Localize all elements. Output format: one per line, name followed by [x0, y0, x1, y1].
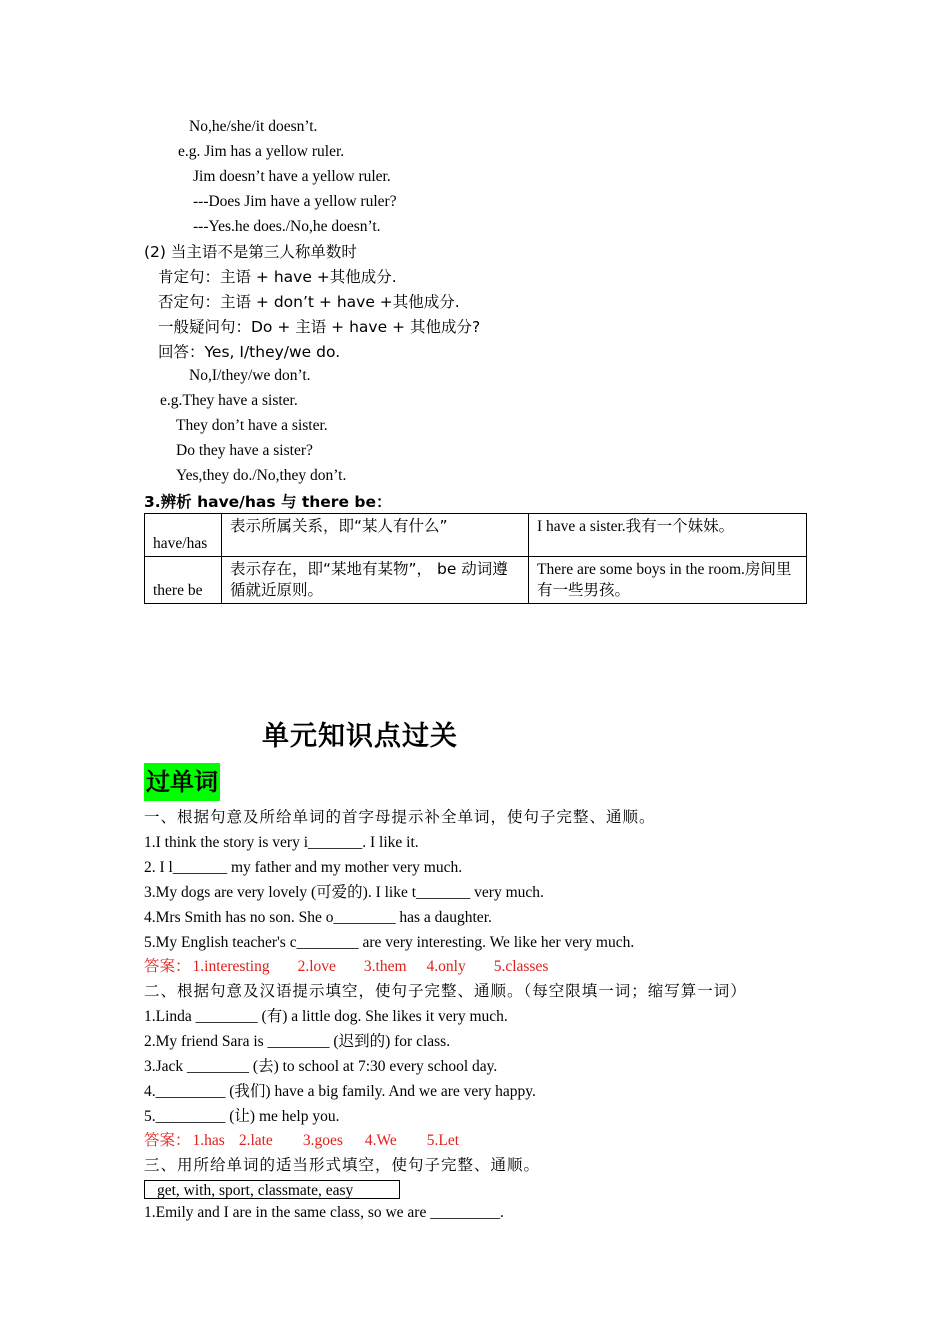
answer-item: 5.classes	[493, 958, 549, 975]
table-cell-word: there be	[145, 557, 222, 604]
exercise-item: 2.My friend Sara is ________ (迟到的) for class.	[144, 1033, 451, 1050]
answer-line	[144, 1131, 487, 1151]
answer-item: 3.them	[363, 958, 407, 975]
rule-question: 一般疑问句：Do + 主语 + have + 其他成分?	[158, 318, 481, 336]
answer-line	[144, 957, 576, 977]
exercise-item: 2. I l_______ my father and my mother very much.	[144, 859, 463, 876]
exercise-item: 4.Mrs Smith has no son. She o________ has a daughter.	[144, 909, 492, 926]
example-line: ---Does Jim have a yellow ruler?	[193, 193, 397, 210]
exercise-instruction: 一、根据句意及所给单词的首字母提示补全单词，使句子完整、通顺。	[144, 809, 656, 826]
example-line: They don’t have a sister.	[176, 417, 328, 434]
word-box: get, with, sport, classmate, easy	[144, 1180, 400, 1199]
exercise-item: 4._________ (我们) have a big family. And we are very happy.	[144, 1083, 536, 1100]
exercise-item: 5.My English teacher's c________ are very interesting. We like her very much.	[144, 934, 635, 951]
table-cell-word: have/has	[145, 514, 222, 557]
answer-item: 4.only	[426, 958, 466, 975]
table-cell-meaning: 表示所属关系，即“某人有什么”	[222, 514, 529, 557]
exercise-instruction: 三、用所给单词的适当形式填空，使句子完整、通顺。	[144, 1157, 541, 1174]
exercise-item: 3.My dogs are very lovely (可爱的). I like t_______ very much.	[144, 884, 544, 901]
rule-answer: 回答：Yes, I/they/we do.	[158, 343, 341, 361]
rule-negative: 否定句：主语 + don’t + have +其他成分.	[158, 293, 460, 311]
example-line: ---Yes.he does./No,he doesn’t.	[193, 218, 381, 235]
section-heading: 3.辨析 have/has 与 there be：	[144, 493, 392, 511]
answer-label: 答案：	[144, 1132, 191, 1149]
example-line: Do they have a sister?	[176, 442, 313, 459]
exercise-instruction: 二、根据句意及汉语提示填空，使句子完整、通顺。（每空限填一词；缩写算一词）	[144, 983, 747, 1000]
answer-label: 答案：	[144, 958, 191, 975]
answer-item: 3.goes	[302, 1132, 343, 1149]
answer-negative-3rd: No,he/she/it doesn’t.	[189, 118, 318, 135]
table-row	[145, 514, 807, 557]
exercise-item: 1.Emily and I are in the same class, so we are _________.	[144, 1204, 504, 1221]
example-line: Yes,they do./No,they don’t.	[176, 467, 347, 484]
exercise-item: 5._________ (让) me help you.	[144, 1108, 340, 1125]
table-cell-example: There are some boys in the room.房间里有一些男孩。	[529, 557, 807, 604]
answer-item: 1.interesting	[192, 958, 270, 975]
answer-item: 1.has	[192, 1132, 225, 1149]
rule-answer-negative: No,I/they/we don’t.	[189, 367, 311, 384]
table-cell-example: I have a sister.我有一个妹妹。	[529, 514, 807, 557]
vocab-section-label: 过单词	[144, 763, 220, 801]
exercise-item: 1.I think the story is very i_______. I like it.	[144, 834, 419, 851]
table-cell-meaning: 表示存在，即“某地有某物”， be 动词遵循就近原则。	[222, 557, 529, 604]
example-line: e.g.They have a sister.	[160, 392, 298, 409]
answer-item: 2.late	[238, 1132, 273, 1149]
example-line: e.g. Jim has a yellow ruler.	[178, 143, 345, 160]
exercise-item: 3.Jack ________ (去) to school at 7:30 every school day.	[144, 1058, 498, 1075]
subheading: (2) 当主语不是第三人称单数时	[144, 243, 357, 261]
page-title: 单元知识点过关	[262, 721, 458, 752]
example-line: Jim doesn’t have a yellow ruler.	[193, 168, 391, 185]
comparison-table	[144, 513, 807, 604]
answer-item: 2.love	[297, 958, 336, 975]
table-row	[145, 557, 807, 604]
exercise-item: 1.Linda ________ (有) a little dog. She likes it very much.	[144, 1008, 508, 1025]
answer-item: 5.Let	[426, 1132, 460, 1149]
rule-affirmative: 肯定句：主语 + have +其他成分.	[158, 268, 397, 286]
answer-item: 4.We	[364, 1132, 397, 1149]
